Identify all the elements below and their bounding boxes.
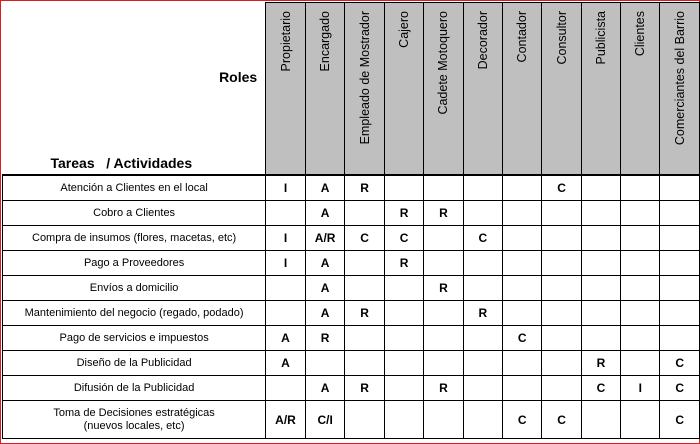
raci-cell: C/I <box>305 401 345 439</box>
task-cell <box>3 175 266 201</box>
raci-cell <box>463 326 502 351</box>
raci-cell: C <box>660 376 700 401</box>
raci-cell <box>266 301 306 326</box>
raci-cell <box>660 301 700 326</box>
role-label: Contador <box>514 11 529 63</box>
task-label: Envíos a domicilio <box>89 281 179 294</box>
raci-cell <box>621 201 660 226</box>
tasks-label: Tareas / Actividades <box>50 154 193 171</box>
raci-cell <box>384 276 423 301</box>
raci-cell <box>384 175 423 201</box>
role-header <box>660 3 700 176</box>
raci-cell: C <box>660 401 700 439</box>
raci-cell: I <box>266 226 306 251</box>
raci-cell <box>424 326 463 351</box>
raci-cell <box>542 376 581 401</box>
raci-cell: A <box>305 301 345 326</box>
raci-cell <box>581 401 620 439</box>
raci-cell <box>345 326 384 351</box>
raci-cell: R <box>384 251 423 276</box>
raci-cell <box>463 351 502 376</box>
task-label: Mantenimiento del negocio (regado, podado) <box>24 306 244 319</box>
role-header <box>542 3 581 176</box>
raci-cell: A <box>266 351 306 376</box>
raci-cell <box>581 251 620 276</box>
raci-cell <box>384 326 423 351</box>
role-label: Empleado de Mostrador <box>357 11 372 145</box>
role-label: Cajero <box>396 11 411 48</box>
raci-cell <box>345 351 384 376</box>
task-cell <box>3 226 266 251</box>
raci-cell: A <box>305 175 345 201</box>
raci-cell: I <box>266 175 306 201</box>
task-row <box>3 226 700 251</box>
raci-cell <box>581 301 620 326</box>
raci-cell: R <box>305 326 345 351</box>
raci-cell <box>503 301 542 326</box>
task-row <box>3 326 700 351</box>
raci-cell: C <box>345 226 384 251</box>
task-cell <box>3 401 266 439</box>
raci-cell <box>581 276 620 301</box>
raci-cell <box>621 251 660 276</box>
raci-cell <box>463 251 502 276</box>
task-cell <box>3 351 266 376</box>
raci-cell <box>581 326 620 351</box>
task-row <box>3 301 700 326</box>
role-header <box>384 3 423 176</box>
raci-cell <box>345 401 384 439</box>
raci-cell: C <box>542 401 581 439</box>
raci-cell: R <box>424 376 463 401</box>
raci-cell <box>660 326 700 351</box>
raci-cell <box>621 401 660 439</box>
raci-cell: R <box>384 201 423 226</box>
raci-cell <box>266 376 306 401</box>
raci-cell: R <box>463 301 502 326</box>
raci-cell <box>581 201 620 226</box>
raci-cell: A/R <box>305 226 345 251</box>
task-label: Difusión de la Publicidad <box>73 381 195 394</box>
role-label: Propietario <box>278 11 293 72</box>
task-label: Toma de Decisiones estratégicas <box>53 406 215 419</box>
task-label: Compra de insumos (flores, macetas, etc) <box>32 231 237 244</box>
role-header <box>621 3 660 176</box>
raci-cell <box>542 301 581 326</box>
raci-cell <box>345 251 384 276</box>
role-label: Decorador <box>475 11 490 70</box>
raci-cell: R <box>581 351 620 376</box>
raci-cell <box>660 251 700 276</box>
raci-cell <box>542 276 581 301</box>
raci-cell: R <box>345 301 384 326</box>
task-cell <box>3 301 266 326</box>
role-header <box>463 3 502 176</box>
task-label: Pago a Proveedores <box>83 256 185 269</box>
raci-cell <box>345 276 384 301</box>
raci-cell <box>660 175 700 201</box>
task-cell <box>3 276 266 301</box>
raci-cell <box>463 276 502 301</box>
raci-cell <box>503 175 542 201</box>
raci-cell: C <box>542 175 581 201</box>
raci-cell <box>463 201 502 226</box>
task-row <box>3 175 700 201</box>
raci-cell <box>542 201 581 226</box>
role-label: Comerciantes del Barrio <box>672 11 687 146</box>
raci-cell: I <box>266 251 306 276</box>
task-cell <box>3 326 266 351</box>
raci-cell <box>463 175 502 201</box>
role-label: Clientes <box>633 11 648 57</box>
raci-cell <box>542 251 581 276</box>
raci-cell <box>542 351 581 376</box>
raci-cell: R <box>345 376 384 401</box>
raci-body <box>3 175 700 439</box>
task-label: Atención a Clientes en el local <box>60 181 208 194</box>
raci-cell: R <box>424 276 463 301</box>
raci-cell: A <box>305 201 345 226</box>
raci-cell <box>345 201 384 226</box>
task-row <box>3 251 700 276</box>
raci-cell <box>621 226 660 251</box>
raci-cell: C <box>463 226 502 251</box>
raci-cell <box>660 226 700 251</box>
raci-cell <box>424 226 463 251</box>
role-header <box>581 3 620 176</box>
task-cell <box>3 201 266 226</box>
raci-cell <box>581 226 620 251</box>
raci-cell: A <box>305 376 345 401</box>
raci-matrix <box>2 2 700 439</box>
raci-cell: R <box>345 175 384 201</box>
raci-cell: C <box>384 226 423 251</box>
raci-cell: A/R <box>266 401 306 439</box>
task-row <box>3 401 700 439</box>
role-header <box>424 3 463 176</box>
raci-cell <box>384 351 423 376</box>
role-header <box>305 3 345 176</box>
task-label: (nuevos locales, etc) <box>83 419 185 432</box>
raci-cell <box>424 351 463 376</box>
raci-cell <box>424 301 463 326</box>
raci-cell <box>305 351 345 376</box>
raci-cell <box>424 175 463 201</box>
raci-cell <box>503 376 542 401</box>
raci-cell <box>503 276 542 301</box>
raci-cell <box>266 276 306 301</box>
raci-cell <box>621 351 660 376</box>
role-label: Publicista <box>593 11 608 65</box>
raci-cell <box>660 201 700 226</box>
task-row <box>3 276 700 301</box>
raci-cell <box>542 226 581 251</box>
task-row <box>3 351 700 376</box>
raci-cell <box>424 401 463 439</box>
roles-label: Roles <box>219 68 258 85</box>
task-label: Diseño de la Publicidad <box>76 356 192 369</box>
raci-cell <box>503 201 542 226</box>
raci-cell <box>266 201 306 226</box>
task-cell <box>3 376 266 401</box>
raci-cell <box>384 401 423 439</box>
task-cell <box>3 251 266 276</box>
header-row <box>3 3 700 176</box>
role-header <box>345 3 384 176</box>
role-header <box>266 3 306 176</box>
raci-cell <box>621 301 660 326</box>
raci-cell <box>384 376 423 401</box>
raci-cell: A <box>305 276 345 301</box>
raci-cell <box>660 276 700 301</box>
raci-cell <box>424 251 463 276</box>
role-label: Cadete Motoquero <box>436 11 451 115</box>
raci-cell: C <box>503 401 542 439</box>
raci-cell <box>581 175 620 201</box>
task-row <box>3 376 700 401</box>
raci-cell <box>503 251 542 276</box>
task-label: Cobro a Clientes <box>93 206 176 219</box>
raci-cell <box>463 401 502 439</box>
raci-cell <box>542 326 581 351</box>
role-label: Consultor <box>554 11 569 65</box>
raci-cell: C <box>503 326 542 351</box>
role-label: Encargado <box>317 11 332 72</box>
raci-cell: R <box>424 201 463 226</box>
raci-cell: A <box>266 326 306 351</box>
raci-cell <box>503 351 542 376</box>
header-corner <box>3 3 266 176</box>
role-header <box>503 3 542 176</box>
raci-cell <box>621 175 660 201</box>
raci-cell: C <box>660 351 700 376</box>
task-label: Pago de servicios e impuestos <box>59 331 209 344</box>
raci-cell <box>621 276 660 301</box>
raci-cell: A <box>305 251 345 276</box>
raci-cell <box>621 326 660 351</box>
raci-cell <box>503 226 542 251</box>
raci-cell <box>463 376 502 401</box>
task-row <box>3 201 700 226</box>
raci-cell <box>384 301 423 326</box>
raci-cell: I <box>621 376 660 401</box>
raci-cell: C <box>581 376 620 401</box>
